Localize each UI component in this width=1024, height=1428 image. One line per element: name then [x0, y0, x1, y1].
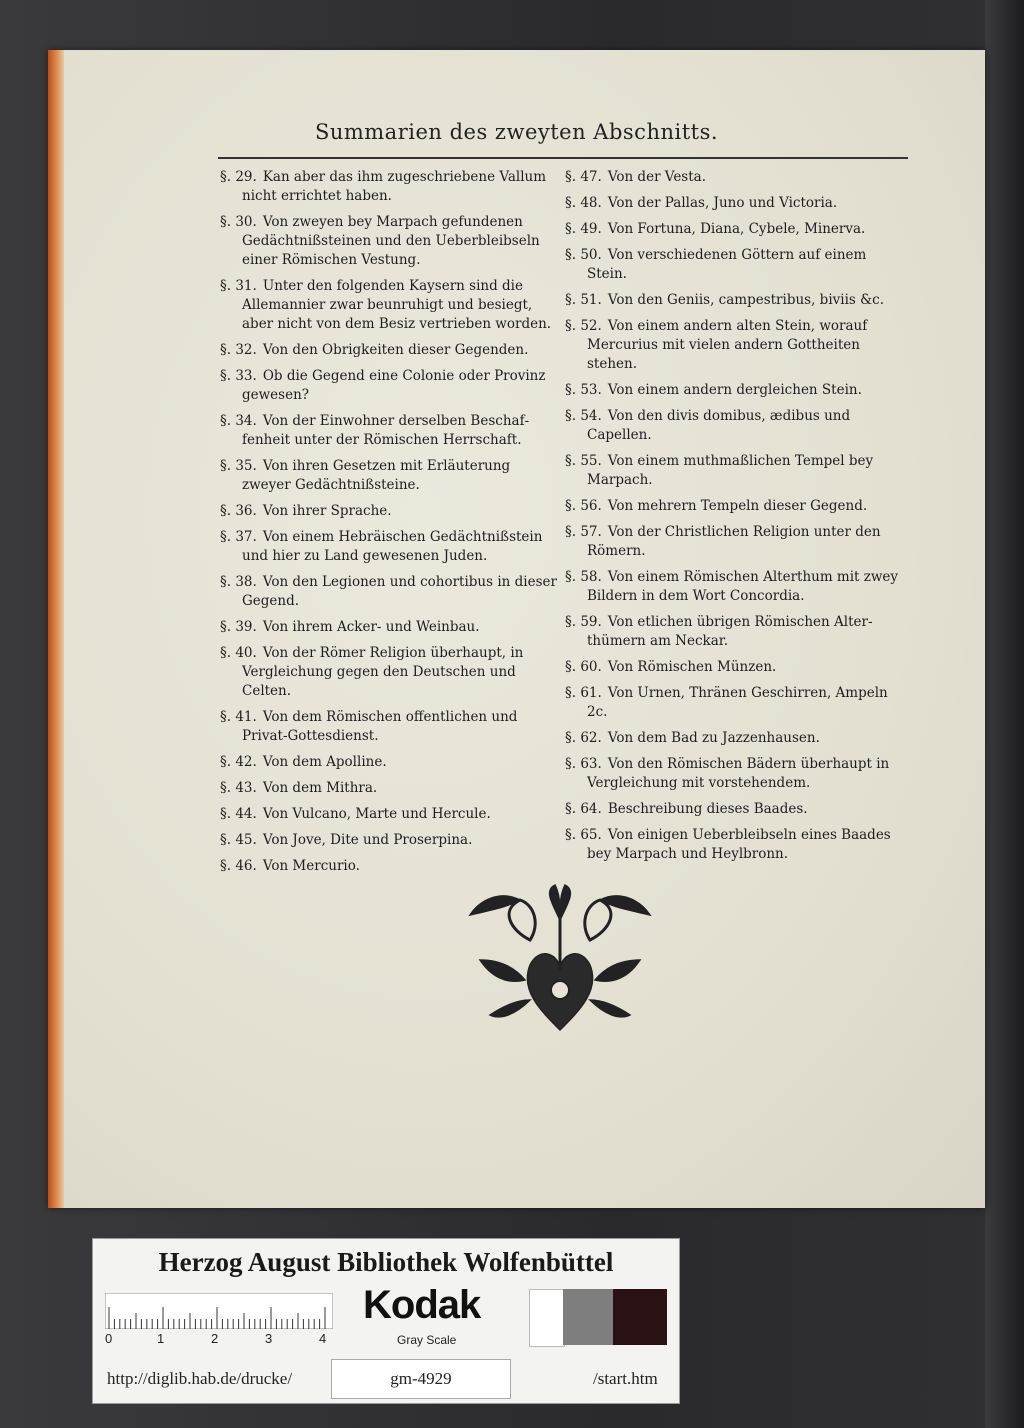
summary-entry: §. 33. Ob die Gegend eine Colonie oder Provinz gewesen? — [220, 368, 546, 403]
document-id: gm-4929 — [331, 1359, 511, 1399]
ruler-scale — [105, 1293, 333, 1329]
summary-entry: §. 36. Von ihrer Sprache. — [220, 503, 392, 519]
page-edge-coloured — [48, 50, 64, 1208]
summary-entry: §. 57. Von der Christlichen Religion unter den Römern. — [565, 524, 881, 559]
library-name: Herzog August Bibliothek Wolfenbüttel — [158, 1247, 614, 1277]
summary-entry: §. 64. Beschreibung dieses Baades. — [565, 801, 808, 817]
summary-entry: §. 63. Von den Römischen Bädern überhaupt in Vergleichung mit vorstehendem. — [565, 756, 890, 791]
summary-entry: §. 48. Von der Pallas, Juno und Victoria. — [565, 195, 838, 211]
summary-entry: §. 38. Von den Legionen und cohortibus in dieser Gegend. — [220, 574, 557, 609]
summary-entry: §. 40. Von der Römer Religion überhaupt, in Vergleichung gegen den Deutschen und Celten. — [220, 645, 524, 699]
summary-entry: §. 56. Von mehrern Tempeln dieser Gegend. — [565, 498, 868, 514]
gray-swatch-dark — [613, 1289, 667, 1345]
summary-entry: §. 43. Von dem Mithra. — [220, 780, 378, 796]
summary-entry: §. 50. Von verschiedenen Göttern auf einem Stein. — [565, 247, 867, 282]
summary-entry: §. 34. Von der Einwohner derselben Beschaffenheit unter der Römischen Herrschaft. — [220, 413, 530, 448]
summary-entry: §. 45. Von Jove, Dite und Proserpina. — [220, 832, 473, 848]
url-suffix: /start.htm — [593, 1369, 658, 1388]
summary-entry: §. 39. Von ihrem Acker- und Weinbau. — [220, 619, 480, 635]
ruler-number: 3 — [265, 1331, 273, 1346]
summary-entry: §. 46. Von Mercurio. — [220, 858, 360, 874]
summary-entry: §. 53. Von einem andern dergleichen Stein. — [565, 382, 862, 398]
summary-entry: §. 59. Von etlichen übrigen Römischen Alterthümern am Neckar. — [565, 614, 873, 649]
summary-entry: §. 29. Kan aber das ihm zugeschriebene Vallum nicht errichtet haben. — [220, 169, 547, 204]
summary-entry: §. 49. Von Fortuna, Diana, Cybele, Minerva. — [565, 221, 866, 237]
ruler-number: 4 — [319, 1331, 327, 1346]
summary-entry: §. 60. Von Römischen Münzen. — [565, 659, 777, 675]
page-header: Summarien des zweyten Abschnitts. — [314, 120, 719, 144]
summary-entry: §. 44. Von Vulcano, Marte und Hercule. — [220, 806, 491, 822]
header-rule — [218, 157, 908, 159]
gray-swatch-white — [529, 1289, 565, 1347]
summary-entry: §. 55. Von einem muthmaßlichen Tempel bey Marpach. — [565, 453, 874, 488]
right-column — [565, 168, 910, 871]
gray-scale-label: Gray Scale — [397, 1333, 457, 1347]
digitization-target-card — [92, 1238, 680, 1404]
left-column — [220, 168, 560, 883]
summary-entry: §. 54. Von den divis domibus, ædibus und Capellen. — [565, 408, 851, 443]
summary-entry: §. 35. Von ihren Gesetzen mit Erläuterung zweyer Gedächtnißsteine. — [220, 458, 511, 493]
book-edge-right — [985, 0, 1024, 1428]
summary-entry: §. 32. Von den Obrigkeiten dieser Gegenden. — [220, 342, 529, 358]
url-prefix: http://diglib.hab.de/drucke/ — [107, 1369, 293, 1388]
summary-entry: §. 37. Von einem Hebräischen Gedächtnißstein und hier zu Land gewesenen Juden. — [220, 529, 543, 564]
summary-entry: §. 47. Von der Vesta. — [565, 169, 707, 185]
summary-entry: §. 58. Von einem Römischen Alterthum mit zwey Bildern in dem Wort Concordia. — [565, 569, 899, 604]
ruler-number: 0 — [105, 1331, 113, 1346]
gray-swatch-mid — [563, 1289, 613, 1345]
summary-entry: §. 52. Von einem andern alten Stein, worauf Mercurius mit vielen andern Gottheiten stehen. — [565, 318, 868, 372]
ruler-number: 1 — [157, 1331, 165, 1346]
book-page — [48, 50, 985, 1208]
ruler-numbers — [105, 1331, 345, 1347]
summary-entry: §. 62. Von dem Bad zu Jazzenhausen. — [565, 730, 820, 746]
summary-entry: §. 31. Unter den folgenden Kaysern sind die Allemannier zwar beunruhigt und besiegt, aber nicht von dem Besiz vertrieben worden. — [220, 278, 552, 332]
summary-entry: §. 61. Von Urnen, Thränen Geschirren, Ampeln 2c. — [565, 685, 888, 720]
kodak-logo: Kodak — [363, 1283, 481, 1327]
summary-entry: §. 41. Von dem Römischen offentlichen und Privat-Gottesdienst. — [220, 709, 518, 744]
summary-entry: §. 51. Von den Geniis, campestribus, biviis &c. — [565, 292, 884, 308]
url-row — [93, 1353, 679, 1403]
floral-ornament-icon — [460, 880, 660, 1040]
summary-entry: §. 42. Von dem Apolline. — [220, 754, 387, 770]
summary-entry: §. 30. Von zweyen bey Marpach gefundenen Gedächtnißsteinen und den Ueberbleibseln einer Römischen Vestung. — [220, 214, 540, 268]
summary-entry: §. 65. Von einigen Ueberbleibseln eines Baades bey Marpach und Heylbronn. — [565, 827, 891, 862]
ruler-number: 2 — [211, 1331, 219, 1346]
